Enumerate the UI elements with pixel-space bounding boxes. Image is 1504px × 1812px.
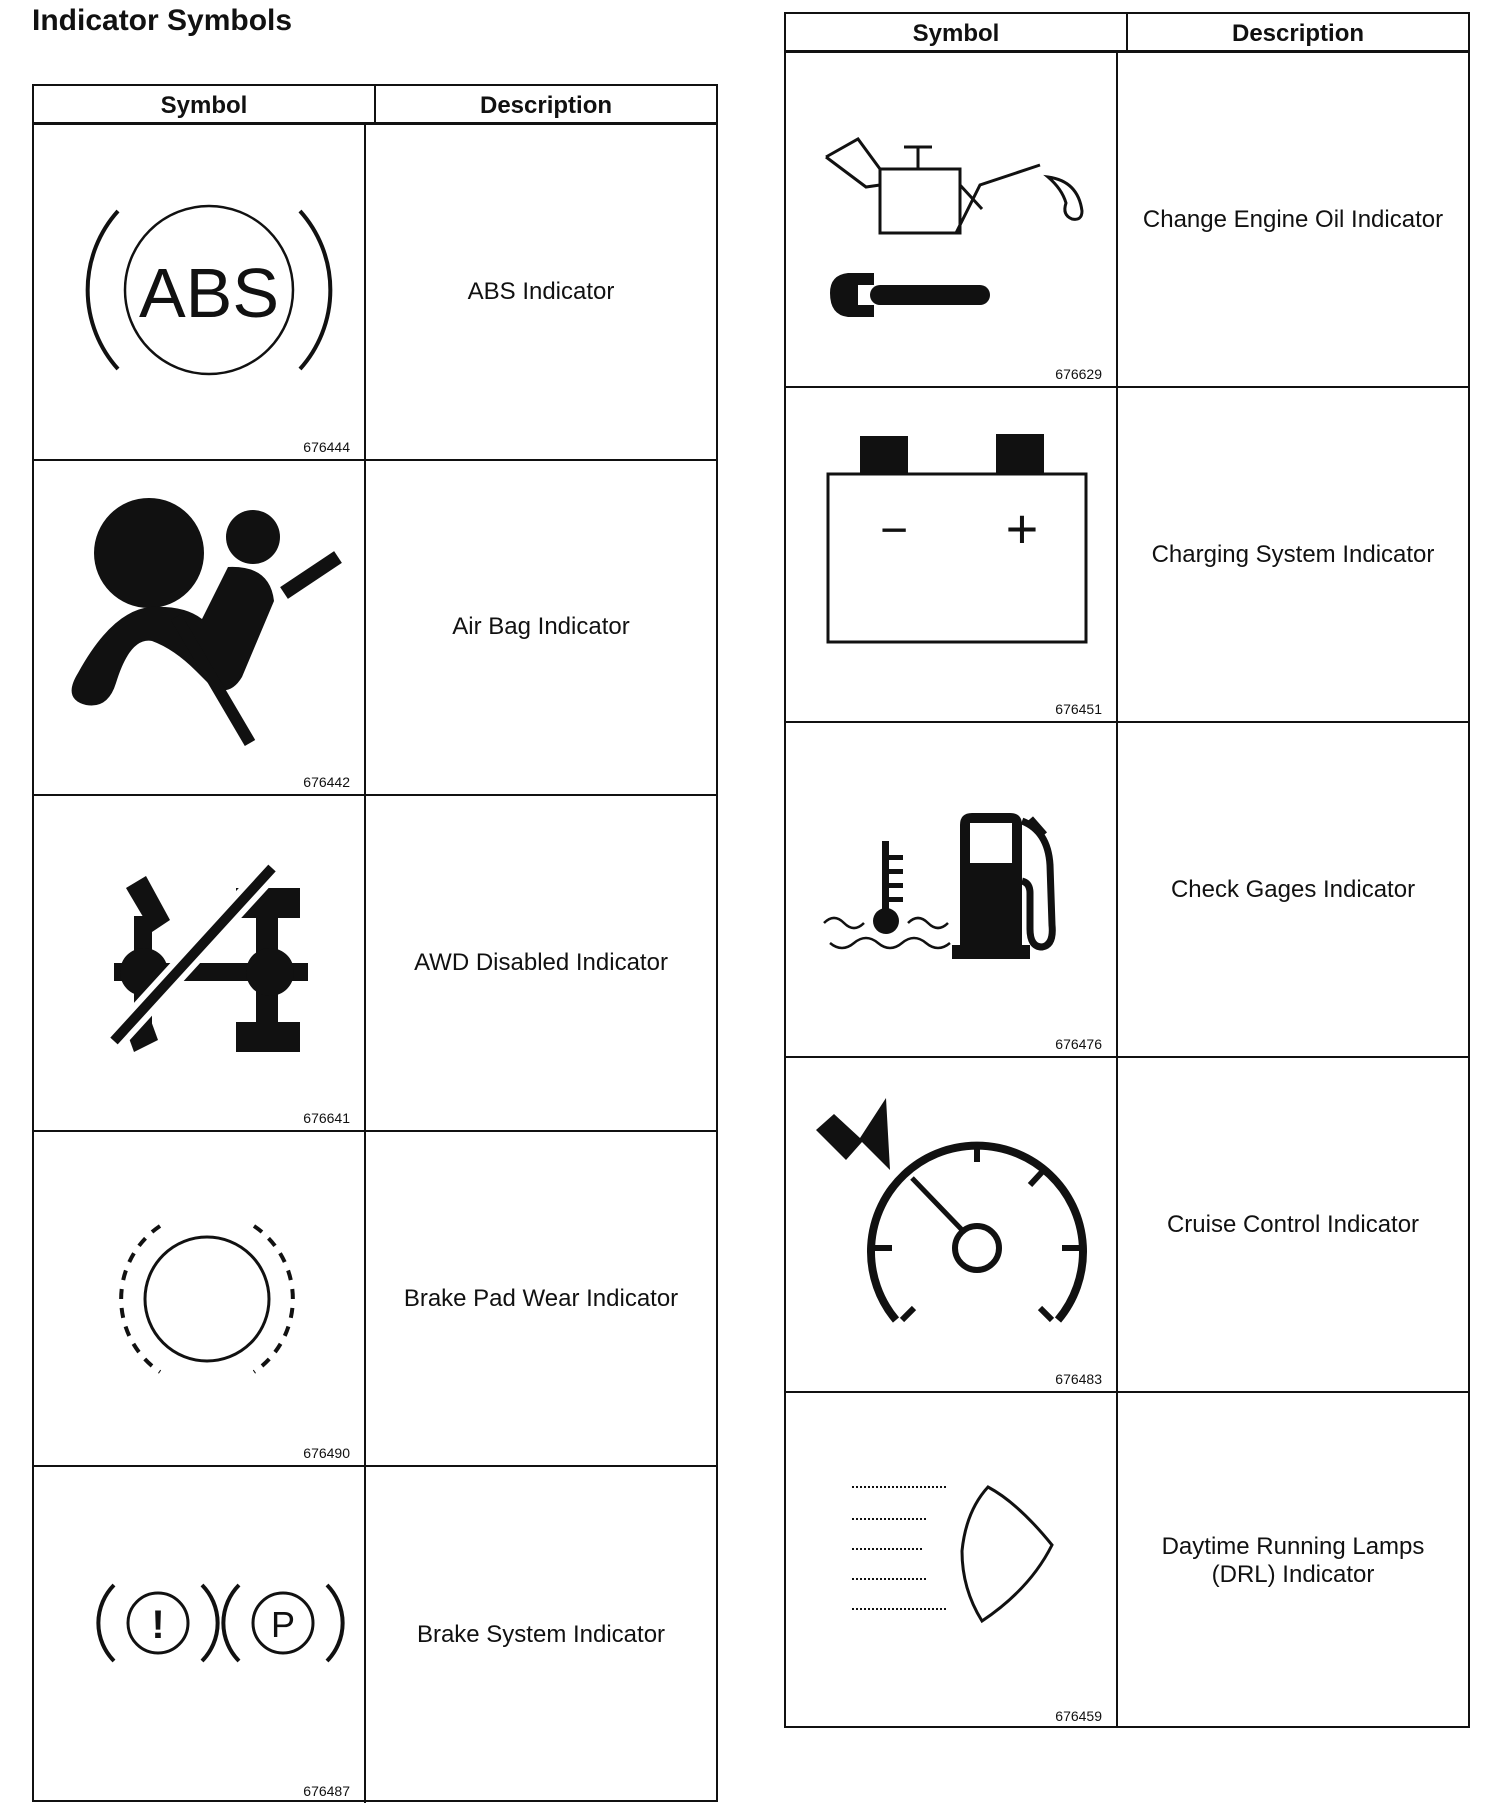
description-cell: Daytime Running Lamps (DRL) Indicator [1161, 1532, 1425, 1588]
table-row [34, 461, 716, 797]
headlamp-icon [786, 1393, 1127, 1693]
description-column-header: Description [479, 92, 613, 119]
symbol-cell [786, 1058, 1118, 1391]
exclamation-glyph: ! [151, 1603, 165, 1648]
figure-number: 676444 [303, 438, 350, 455]
symbol-cell [34, 1467, 366, 1803]
brake-system-icon [34, 1467, 375, 1767]
symbol-cell [786, 388, 1118, 721]
engine-oil-wrench-icon [786, 53, 1127, 353]
description-cell: Charging System Indicator [1151, 540, 1435, 568]
symbol-cell [34, 1132, 366, 1466]
table-header [34, 86, 716, 125]
table-row [34, 796, 716, 1132]
description-column-header: Description [1231, 20, 1365, 47]
figure-number: 676490 [303, 1445, 350, 1462]
symbol-cell [786, 1393, 1118, 1728]
figure-number: 676483 [1055, 1371, 1102, 1387]
speedometer-icon [786, 1058, 1127, 1358]
air-bag-icon [34, 461, 375, 761]
table-row [786, 1058, 1468, 1393]
symbol-cell [786, 723, 1118, 1056]
table-row [34, 1467, 716, 1803]
table-row [34, 1132, 716, 1468]
table-row [786, 1393, 1468, 1728]
indicator-table-left [32, 84, 718, 1802]
description-cell: ABS Indicator [467, 277, 615, 305]
figure-number: 676459 [1055, 1708, 1102, 1724]
figure-number: 676487 [303, 1782, 350, 1799]
figure-number: 676641 [303, 1109, 350, 1126]
minus-glyph: − [879, 504, 909, 557]
figure-number: 676476 [1055, 1036, 1102, 1052]
description-cell: Brake System Indicator [416, 1621, 666, 1649]
indicator-table-right [784, 12, 1470, 1728]
table-row [34, 125, 716, 461]
page-title: Indicator Symbols [32, 4, 293, 37]
figure-number: 676629 [1055, 366, 1102, 382]
figure-number: 676451 [1055, 701, 1102, 717]
description-cell: AWD Disabled Indicator [414, 948, 668, 976]
description-cell: Air Bag Indicator [452, 613, 630, 641]
temperature-fuel-icon [786, 723, 1127, 1023]
symbol-cell [786, 53, 1118, 386]
awd-disabled-icon [34, 796, 375, 1096]
description-cell: Check Gages Indicator [1170, 875, 1416, 903]
abs-icon [34, 125, 375, 425]
symbol-cell [34, 461, 366, 795]
plus-glyph: + [1005, 497, 1039, 560]
description-cell: Cruise Control Indicator [1166, 1210, 1420, 1238]
symbol-cell [34, 796, 366, 1130]
table-row [786, 388, 1468, 723]
description-cell: Change Engine Oil Indicator [1142, 205, 1444, 233]
battery-icon [786, 388, 1127, 688]
description-cell: Brake Pad Wear Indicator [403, 1284, 679, 1312]
brake-pad-wear-icon [34, 1132, 375, 1432]
symbol-column-header: Symbol [34, 86, 376, 122]
table-header [786, 14, 1468, 53]
parking-glyph: P [270, 1604, 296, 1646]
table-row [786, 723, 1468, 1058]
symbol-column-header: Symbol [786, 14, 1128, 50]
table-row [786, 53, 1468, 388]
symbol-cell [34, 125, 366, 459]
figure-number: 676442 [303, 774, 350, 791]
abs-label: ABS [138, 254, 280, 332]
